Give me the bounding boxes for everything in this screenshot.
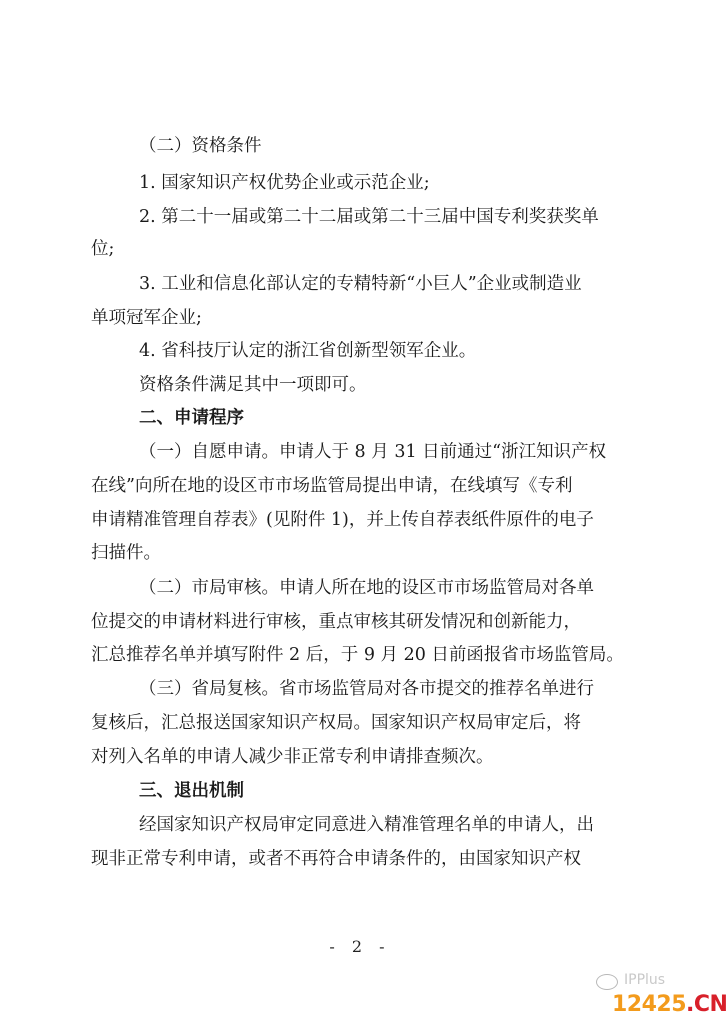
site-logo <box>612 992 727 1017</box>
text-line: 经国家知识产权局审定同意进入精准管理名单的申请人，出 <box>139 815 594 835</box>
text-line: （二）资格条件 <box>139 136 262 156</box>
text-line: 位提交的申请材料进行审核，重点审核其研发情况和创新能力， <box>91 612 581 632</box>
site-logo-number: 12425 <box>612 992 687 1017</box>
text-line: 汇总推荐名单并填写附件 2 后，于 9 月 20 日前函报省市场监管局。 <box>91 645 624 665</box>
text-line: 资格条件满足其中一项即可。 <box>139 375 367 395</box>
text-line: （一）自愿申请。申请人于 8 月 31 日前通过“浙江知识产权 <box>139 442 607 462</box>
text-line: 2. 第二十一届或第二十二届或第二十三届中国专利奖获奖单 <box>139 207 599 227</box>
section-heading: 二、申请程序 <box>139 408 244 428</box>
section-heading: 三、退出机制 <box>139 781 244 801</box>
text-line: 位; <box>91 239 115 259</box>
text-line: 扫描件。 <box>91 543 161 563</box>
text-line: 1. 国家知识产权优势企业或示范企业; <box>139 173 430 193</box>
wechat-icon <box>596 974 618 990</box>
text-line: 对列入名单的申请人减少非正常专利申请排查频次。 <box>91 747 494 767</box>
text-line: 复核后，汇总报送国家知识产权局。国家知识产权局审定后，将 <box>91 713 581 733</box>
text-line: 单项冠军企业; <box>91 308 202 328</box>
text-line: 4. 省科技厅认定的浙江省创新型领军企业。 <box>139 341 477 361</box>
watermark-text: IPPlus <box>624 972 666 988</box>
page-number: - 2 - <box>329 937 391 956</box>
site-logo-domain: .CN <box>686 992 727 1017</box>
text-line: 申请精准管理自荐表》(见附件 1)，并上传自荐表纸件原件的电子 <box>91 510 594 530</box>
text-line: （三）省局复核。省市场监管局对各市提交的推荐名单进行 <box>139 679 594 699</box>
text-line: 现非正常专利申请，或者不再符合申请条件的，由国家知识产权 <box>91 849 581 869</box>
text-line: 在线”向所在地的设区市市场监管局提出申请，在线填写《专利 <box>91 476 573 496</box>
text-line: 3. 工业和信息化部认定的专精特新“小巨人”企业或制造业 <box>139 274 582 294</box>
text-line: （二）市局审核。申请人所在地的设区市市场监管局对各单 <box>139 578 594 598</box>
